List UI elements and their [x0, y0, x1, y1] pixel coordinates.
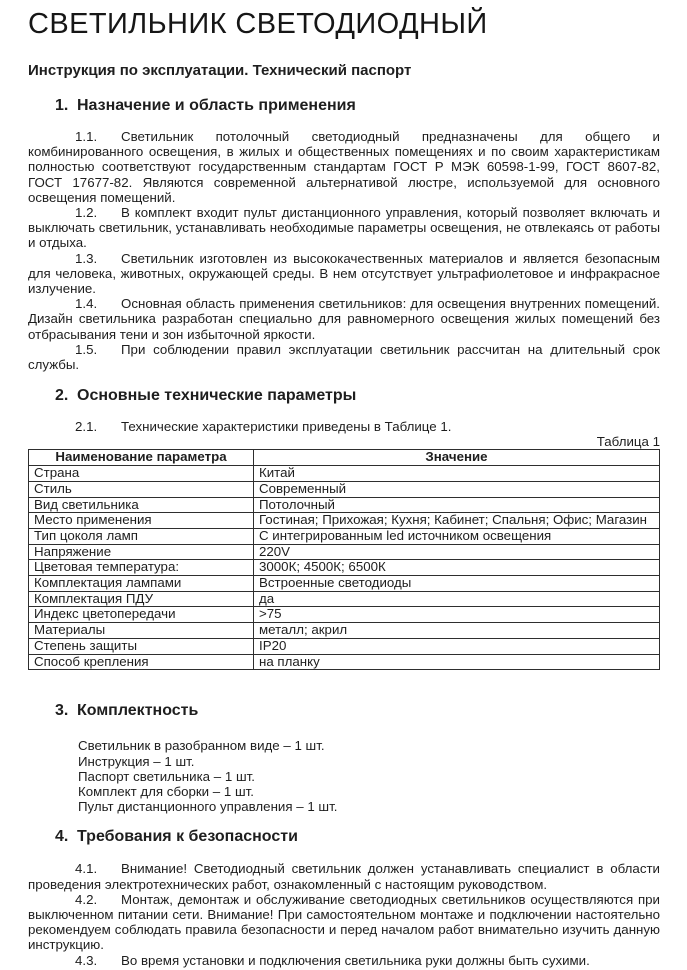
- table-row: [29, 544, 660, 560]
- section-1-title: Назначение и область применения: [77, 97, 356, 114]
- paragraph-1-5: [28, 342, 660, 372]
- param-name: Стиль: [29, 481, 254, 497]
- kit-list-item: Светильник в разобранном виде – 1 шт.: [78, 738, 325, 754]
- param-value: С интегрированным led источником освещения: [254, 528, 660, 544]
- section-2-heading: [28, 387, 660, 405]
- paragraph-4-1-number: 4.1.: [75, 861, 98, 877]
- kit-list-item: Комплект для сборки – 1 шт.: [78, 783, 254, 799]
- section-2-title: Основные технические параметры: [77, 387, 357, 405]
- table-row: [29, 497, 660, 513]
- param-name: Степень защиты: [29, 638, 254, 654]
- paragraph-4-1-text: Внимание! Светодиодный светильник должен устанавливать специалист в области проведения электротехнических работ, ознакомленный с настоящим руководством.: [28, 861, 660, 892]
- param-value: Потолочный: [254, 497, 660, 513]
- param-name: Материалы: [29, 623, 254, 639]
- param-name: Цветовая температура:: [29, 560, 254, 576]
- kit-list-item: Паспорт светильника – 1 шт.: [78, 768, 255, 784]
- table-row: [29, 638, 660, 654]
- table-row: [29, 576, 660, 592]
- paragraph-4-3-number: 4.3.: [75, 952, 98, 968]
- section-3-number: 3.: [55, 702, 69, 720]
- section-1-number: 1.: [55, 97, 69, 114]
- paragraph-4-3-text: Во время установки и подключения светильника руки должны быть сухими.: [121, 952, 590, 968]
- paragraph-4-2-number: 4.2.: [75, 891, 98, 907]
- table-row: [29, 591, 660, 607]
- paragraph-1-3: [28, 251, 660, 297]
- paragraph-1-1-number: 1.1.: [75, 129, 98, 144]
- param-value: да: [254, 591, 660, 607]
- paragraph-1-1-text: Светильник потолочный светодиодный предназначены для общего и комбинированного освещения, в жилых и общественных помещениях и по своим характеристикам полностью соответствуют государственным стандартам ГОСТ Р МЭК 60598-1-99, ГОСТ 8607-82, ГОСТ 17677-82. Являются современной альтернативой люстре, используемой для основного освещения помещений.: [28, 129, 660, 205]
- table-row: [29, 623, 660, 639]
- paragraph-1-3-text: Светильник изготовлен из высококачественных материалов и является безопасным для человека, животных, окружающей среды. В нем отсутствует ультрафиолетовое и инфракрасное излучение.: [28, 250, 660, 297]
- paragraph-1-2-text: В комплект входит пульт дистанционного управления, который позволяет включать и выключать светильник, устанавливать необходимые параметры освещения, не отвлекаясь от работы и отдыха.: [28, 205, 660, 251]
- paragraph-4-1: [28, 861, 660, 891]
- kit-list-item: Инструкция – 1 шт.: [78, 753, 195, 769]
- section-4-number: 4.: [55, 828, 69, 846]
- param-value: на планку: [254, 654, 660, 670]
- section-1-heading: [28, 97, 660, 115]
- paragraph-1-3-number: 1.3.: [75, 250, 98, 266]
- param-name: Способ крепления: [29, 654, 254, 670]
- param-name: Комплектация лампами: [29, 576, 254, 592]
- paragraph-2-1: [28, 419, 660, 434]
- table-row: [29, 481, 660, 497]
- paragraph-2-1-number: 2.1.: [75, 419, 98, 435]
- paragraph-4-2: [28, 892, 660, 953]
- table-row: [29, 513, 660, 529]
- table-caption: Таблица 1: [596, 434, 660, 450]
- param-name: Место применения: [29, 513, 254, 529]
- paragraph-1-5-text: При соблюдении правил эксплуатации светильник рассчитан на длительный срок службы.: [28, 341, 660, 373]
- paragraph-1-4-number: 1.4.: [75, 296, 98, 312]
- param-name: Тип цоколя ламп: [29, 528, 254, 544]
- kit-list: [78, 738, 660, 814]
- param-name: Комплектация ПДУ: [29, 591, 254, 607]
- table-header-value: Значение: [254, 450, 660, 466]
- param-value: Китай: [254, 466, 660, 482]
- section-4-title: Требования к безопасности: [77, 828, 298, 846]
- table-header-row: [29, 450, 660, 466]
- doc-title: СВЕТИЛЬНИК СВЕТОДИОДНЫЙ: [28, 8, 488, 40]
- table-row: [29, 528, 660, 544]
- paragraph-1-1: [28, 129, 660, 205]
- param-value: Гостиная; Прихожая; Кухня; Кабинет; Спальня; Офис; Магазин: [254, 513, 660, 529]
- table-row: [29, 607, 660, 623]
- paragraph-1-2-number: 1.2.: [75, 205, 98, 221]
- table-row: [29, 654, 660, 670]
- param-value: 3000К; 4500К; 6500К: [254, 560, 660, 576]
- paragraph-1-4: [28, 296, 660, 342]
- table-row: [29, 466, 660, 482]
- section-2-number: 2.: [55, 387, 69, 405]
- param-value: Встроенные светодиоды: [254, 576, 660, 592]
- kit-list-item: Пульт дистанционного управления – 1 шт.: [78, 799, 338, 815]
- section-4-heading: [28, 828, 660, 846]
- paragraph-4-2-text: Монтаж, демонтаж и обслуживание светодиодных светильников осуществляются при выключенном питании сети. Внимание! При самостоятельном монтаже и подключении настоятельно рекомендуем соблюдать правила безопасности и перед началом работ внимательно изучить данную инструкцию.: [28, 891, 660, 953]
- param-name: Вид светильника: [29, 497, 254, 513]
- paragraph-4-3: [28, 953, 660, 968]
- param-value: IP20: [254, 638, 660, 654]
- param-value: 220V: [254, 544, 660, 560]
- paragraph-1-2: [28, 205, 660, 251]
- paragraph-2-1-text: Технические характеристики приведены в Таблице 1.: [121, 419, 452, 435]
- specs-table: [28, 449, 660, 670]
- table-row: [29, 560, 660, 576]
- doc-subtitle: Инструкция по эксплуатации. Технический паспорт: [28, 62, 412, 79]
- section-3-title: Комплектность: [77, 702, 199, 720]
- section-3-heading: [28, 702, 660, 720]
- param-value: Современный: [254, 481, 660, 497]
- param-name: Напряжение: [29, 544, 254, 560]
- paragraph-1-4-text: Основная область применения светильников: для освещения внутренних помещений. Дизайн светильника разработан специально для равномерного освещения жилых помещений без отбрасывания тени и зон избыточной яркости.: [28, 296, 660, 342]
- param-name: Индекс цветопередачи: [29, 607, 254, 623]
- param-value: металл; акрил: [254, 623, 660, 639]
- table-header-parameter: Наименование параметра: [29, 450, 254, 466]
- param-name: Страна: [29, 466, 254, 482]
- param-value: >75: [254, 607, 660, 623]
- paragraph-1-5-number: 1.5.: [75, 341, 98, 357]
